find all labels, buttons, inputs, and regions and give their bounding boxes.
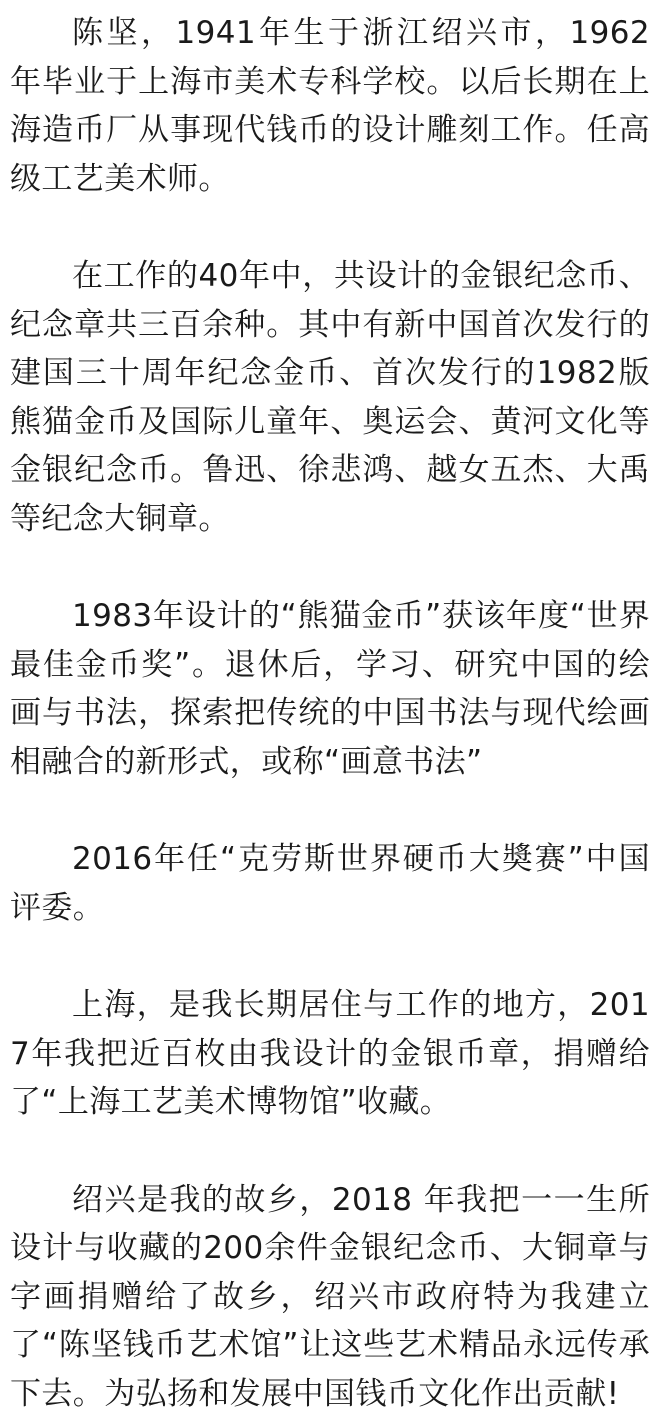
paragraph-judge: 2016年任“克劳斯世界硬币大奬赛”中国评委。 — [10, 835, 650, 932]
paragraph-award-retirement: 1983年设计的“熊猫金币”获该年度“世界最佳金币奖”。退休后，学习、研究中国的绘画与书法，探索把传统的中国书法与现代绘画相融合的新形式，或称“画意书法” — [10, 592, 650, 786]
paragraph-biography: 陈坚，1941年生于浙江绍兴市，1962 年毕业于上海市美术专科学校。以后长期在上海造币厂从事现代钱币的设计雕刻工作。任高级工艺美术师。 — [10, 9, 650, 203]
paragraph-career-works: 在工作的40年中，共设计的金银纪念币、纪念章共三百余种。其中有新中国首次发行的建国三十周年纪念金币、首次发行的1982版熊猫金币及国际儿童年、奥运会、黄河文化等金银纪念币。鲁迅、徐悲鸿、越女五杰、大禹等纪念大铜章。 — [10, 252, 650, 543]
paragraph-shaoxing-donation: 绍兴是我的故乡，2018 年我把一一生所设计与收藏的200余件金银纪念币、大铜章与字画捐赠给了故乡，绍兴市政府特为我建立了“陈坚钱币艺术馆”让这些艺术精品永远传承下去。为弘扬和发展中国钱币文化作出贡献! — [10, 1176, 650, 1418]
article-body — [10, 0, 650, 1418]
paragraph-shanghai-donation: 上海，是我长期居住与工作的地方，2017年我把近百枚由我设计的金银币章，捐赠给了“上海工艺美术博物馆”收藏。 — [10, 981, 650, 1127]
